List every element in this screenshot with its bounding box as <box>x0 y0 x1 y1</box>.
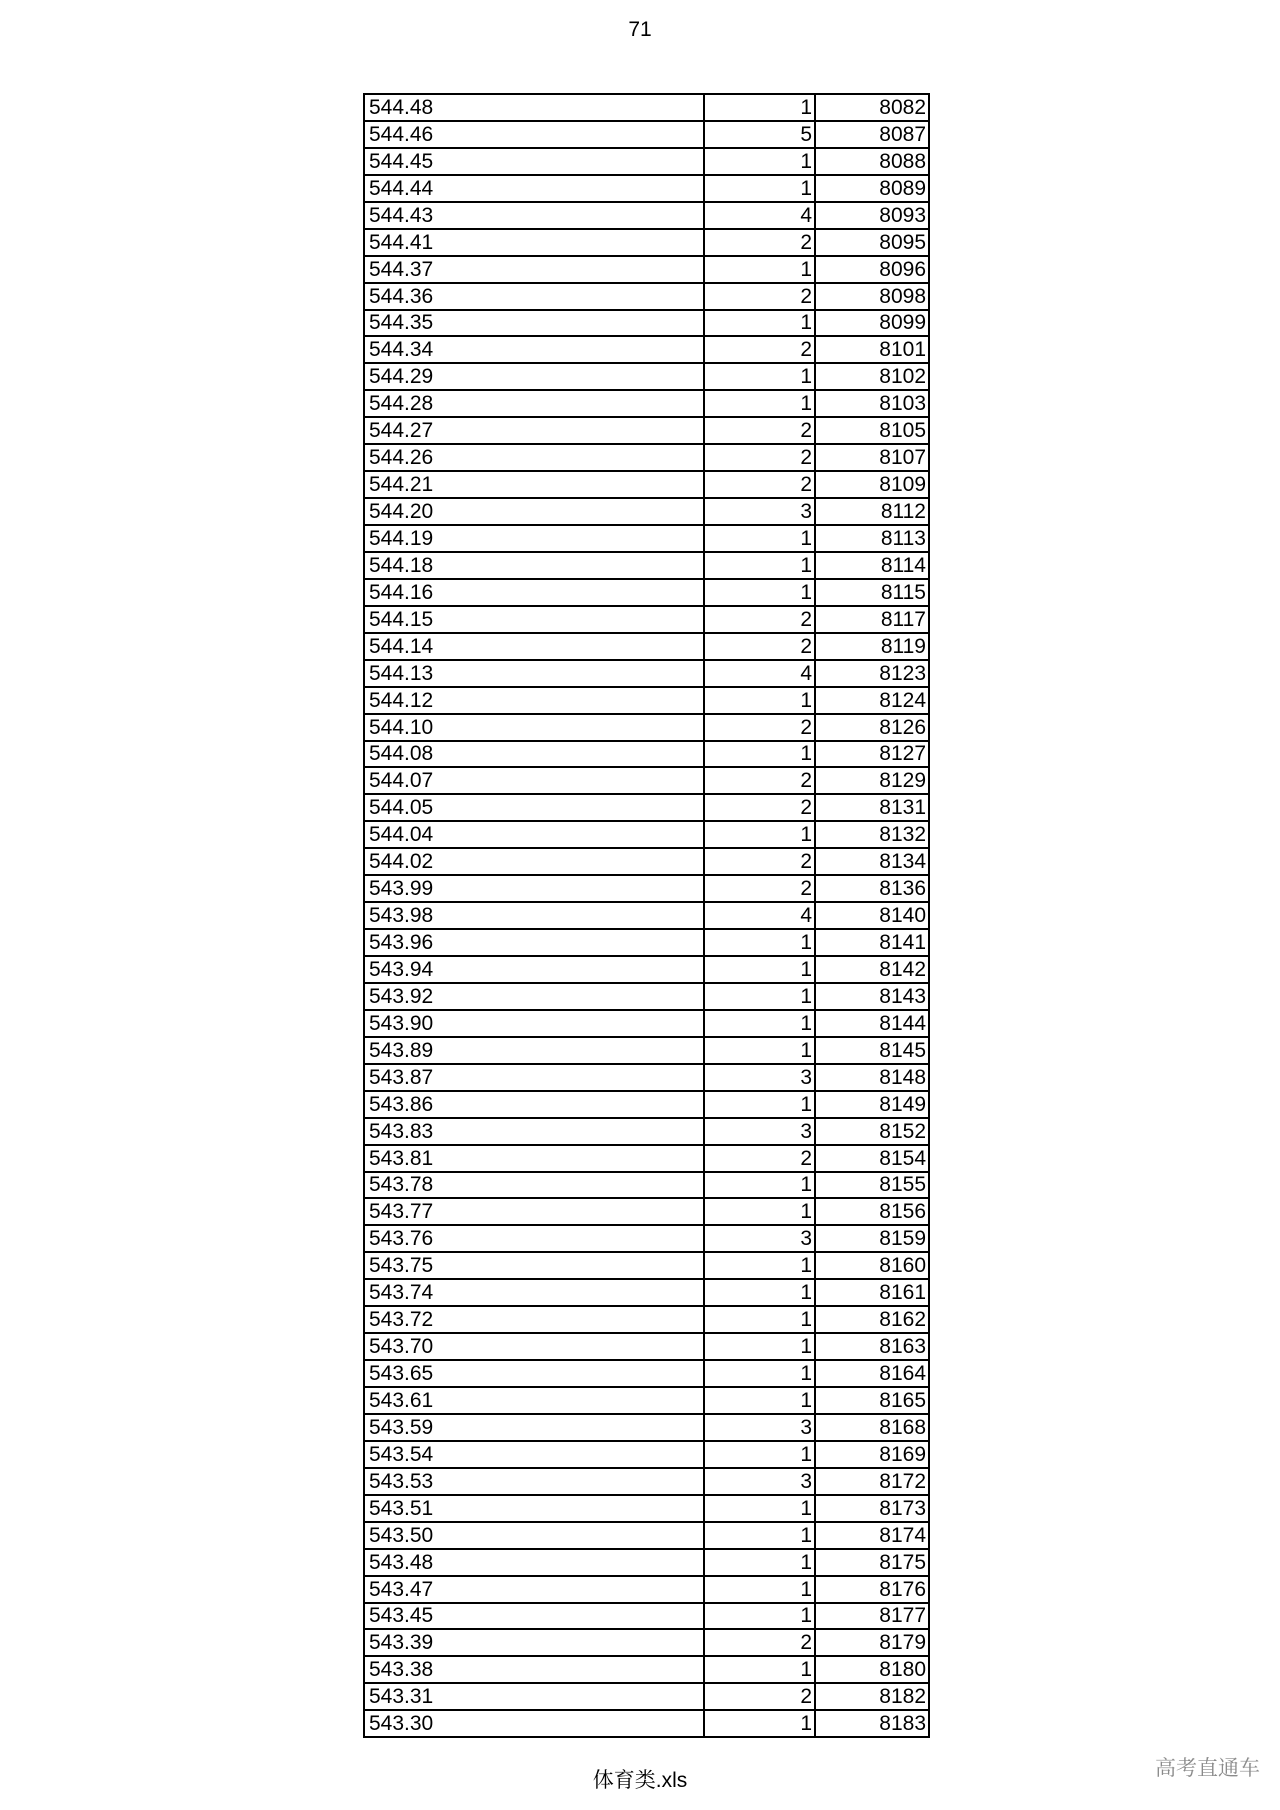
score-cell: 544.05 <box>364 794 704 821</box>
cumulative-cell: 8093 <box>815 202 929 229</box>
count-cell: 4 <box>704 202 815 229</box>
table-row <box>364 1279 929 1306</box>
page-number: 71 <box>628 18 652 41</box>
count-cell: 1 <box>704 94 815 121</box>
score-cell: 543.94 <box>364 956 704 983</box>
table-row <box>364 552 929 579</box>
count-cell: 2 <box>704 848 815 875</box>
score-cell: 543.65 <box>364 1360 704 1387</box>
table-row <box>364 902 929 929</box>
score-cell: 543.76 <box>364 1225 704 1252</box>
table-row <box>364 498 929 525</box>
cumulative-cell: 8145 <box>815 1037 929 1064</box>
count-cell: 2 <box>704 794 815 821</box>
table-row <box>364 525 929 552</box>
score-cell: 544.48 <box>364 94 704 121</box>
count-cell: 1 <box>704 1522 815 1549</box>
score-cell: 544.10 <box>364 714 704 741</box>
score-cell: 544.37 <box>364 256 704 283</box>
cumulative-cell: 8160 <box>815 1252 929 1279</box>
score-cell: 543.38 <box>364 1656 704 1683</box>
score-cell: 543.70 <box>364 1333 704 1360</box>
count-cell: 2 <box>704 875 815 902</box>
score-cell: 543.72 <box>364 1306 704 1333</box>
cumulative-cell: 8140 <box>815 902 929 929</box>
cumulative-cell: 8101 <box>815 336 929 363</box>
score-cell: 543.98 <box>364 902 704 929</box>
count-cell: 1 <box>704 1495 815 1522</box>
count-cell: 1 <box>704 1603 815 1630</box>
table-row <box>364 1091 929 1118</box>
cumulative-cell: 8088 <box>815 148 929 175</box>
score-cell: 543.48 <box>364 1549 704 1576</box>
score-cell: 544.29 <box>364 363 704 390</box>
table-row <box>364 1468 929 1495</box>
count-cell: 3 <box>704 498 815 525</box>
score-cell: 543.99 <box>364 875 704 902</box>
score-cell: 544.02 <box>364 848 704 875</box>
score-cell: 544.12 <box>364 687 704 714</box>
score-cell: 543.45 <box>364 1603 704 1630</box>
table-row <box>364 1360 929 1387</box>
cumulative-cell: 8089 <box>815 175 929 202</box>
table-row <box>364 283 929 310</box>
count-cell: 2 <box>704 1145 815 1172</box>
count-cell: 5 <box>704 121 815 148</box>
footer-filename: 体育类.xls <box>592 1769 688 1792</box>
table-row <box>364 929 929 956</box>
cumulative-cell: 8105 <box>815 417 929 444</box>
watermark: 高考直通车 <box>1155 1757 1260 1780</box>
table-row <box>364 121 929 148</box>
table-row <box>364 1306 929 1333</box>
score-cell: 544.19 <box>364 525 704 552</box>
table-row <box>364 1656 929 1683</box>
cumulative-cell: 8164 <box>815 1360 929 1387</box>
score-cell: 543.47 <box>364 1576 704 1603</box>
table-row <box>364 660 929 687</box>
score-cell: 544.36 <box>364 283 704 310</box>
score-cell: 544.15 <box>364 606 704 633</box>
count-cell: 2 <box>704 1629 815 1656</box>
count-cell: 3 <box>704 1225 815 1252</box>
table-row <box>364 606 929 633</box>
score-cell: 543.74 <box>364 1279 704 1306</box>
count-cell: 2 <box>704 229 815 256</box>
table-row <box>364 875 929 902</box>
table-row <box>364 1576 929 1603</box>
table-row <box>364 256 929 283</box>
cumulative-cell: 8165 <box>815 1387 929 1414</box>
cumulative-cell: 8155 <box>815 1172 929 1199</box>
score-cell: 544.16 <box>364 579 704 606</box>
table-row <box>364 363 929 390</box>
score-cell: 544.28 <box>364 390 704 417</box>
table-row <box>364 390 929 417</box>
table-row <box>364 1010 929 1037</box>
score-cell: 543.81 <box>364 1145 704 1172</box>
score-cell: 544.08 <box>364 741 704 768</box>
cumulative-cell: 8113 <box>815 525 929 552</box>
count-cell: 1 <box>704 525 815 552</box>
count-cell: 2 <box>704 633 815 660</box>
cumulative-cell: 8119 <box>815 633 929 660</box>
cumulative-cell: 8123 <box>815 660 929 687</box>
count-cell: 4 <box>704 902 815 929</box>
table-row <box>364 336 929 363</box>
cumulative-cell: 8163 <box>815 1333 929 1360</box>
count-cell: 1 <box>704 956 815 983</box>
count-cell: 1 <box>704 390 815 417</box>
score-cell: 543.61 <box>364 1387 704 1414</box>
count-cell: 2 <box>704 471 815 498</box>
cumulative-cell: 8134 <box>815 848 929 875</box>
cumulative-cell: 8126 <box>815 714 929 741</box>
score-cell: 543.51 <box>364 1495 704 1522</box>
table-row <box>364 1118 929 1145</box>
table-row <box>364 714 929 741</box>
table-row <box>364 633 929 660</box>
score-cell: 543.75 <box>364 1252 704 1279</box>
score-cell: 543.90 <box>364 1010 704 1037</box>
cumulative-cell: 8161 <box>815 1279 929 1306</box>
cumulative-cell: 8095 <box>815 229 929 256</box>
cumulative-cell: 8112 <box>815 498 929 525</box>
score-cell: 544.34 <box>364 336 704 363</box>
score-table-body <box>364 94 929 1737</box>
table-row <box>364 956 929 983</box>
score-cell: 544.14 <box>364 633 704 660</box>
count-cell: 1 <box>704 552 815 579</box>
table-row <box>364 94 929 121</box>
cumulative-cell: 8096 <box>815 256 929 283</box>
count-cell: 1 <box>704 1441 815 1468</box>
count-cell: 1 <box>704 256 815 283</box>
cumulative-cell: 8152 <box>815 1118 929 1145</box>
count-cell: 3 <box>704 1064 815 1091</box>
cumulative-cell: 8099 <box>815 310 929 337</box>
count-cell: 1 <box>704 175 815 202</box>
count-cell: 2 <box>704 336 815 363</box>
table-row <box>364 1441 929 1468</box>
cumulative-cell: 8176 <box>815 1576 929 1603</box>
count-cell: 2 <box>704 283 815 310</box>
score-cell: 544.20 <box>364 498 704 525</box>
count-cell: 1 <box>704 1333 815 1360</box>
table-row <box>364 1710 929 1737</box>
cumulative-cell: 8102 <box>815 363 929 390</box>
score-cell: 543.83 <box>364 1118 704 1145</box>
score-cell: 543.96 <box>364 929 704 956</box>
score-cell: 544.07 <box>364 767 704 794</box>
cumulative-cell: 8103 <box>815 390 929 417</box>
cumulative-cell: 8174 <box>815 1522 929 1549</box>
score-cell: 543.89 <box>364 1037 704 1064</box>
cumulative-cell: 8143 <box>815 983 929 1010</box>
cumulative-cell: 8142 <box>815 956 929 983</box>
table-row <box>364 148 929 175</box>
count-cell: 1 <box>704 1091 815 1118</box>
cumulative-cell: 8129 <box>815 767 929 794</box>
count-cell: 1 <box>704 1549 815 1576</box>
cumulative-cell: 8168 <box>815 1414 929 1441</box>
score-table <box>363 93 930 1738</box>
count-cell: 2 <box>704 417 815 444</box>
count-cell: 4 <box>704 660 815 687</box>
cumulative-cell: 8182 <box>815 1683 929 1710</box>
cumulative-cell: 8156 <box>815 1198 929 1225</box>
cumulative-cell: 8183 <box>815 1710 929 1737</box>
cumulative-cell: 8087 <box>815 121 929 148</box>
cumulative-cell: 8175 <box>815 1549 929 1576</box>
score-cell: 543.50 <box>364 1522 704 1549</box>
count-cell: 1 <box>704 1387 815 1414</box>
cumulative-cell: 8098 <box>815 283 929 310</box>
score-cell: 544.26 <box>364 444 704 471</box>
table-row <box>364 229 929 256</box>
score-cell: 544.35 <box>364 310 704 337</box>
count-cell: 1 <box>704 741 815 768</box>
table-row <box>364 687 929 714</box>
score-cell: 543.31 <box>364 1683 704 1710</box>
cumulative-cell: 8109 <box>815 471 929 498</box>
score-cell: 543.87 <box>364 1064 704 1091</box>
table-row <box>364 471 929 498</box>
cumulative-cell: 8169 <box>815 1441 929 1468</box>
cumulative-cell: 8117 <box>815 606 929 633</box>
score-cell: 543.78 <box>364 1172 704 1199</box>
cumulative-cell: 8131 <box>815 794 929 821</box>
count-cell: 1 <box>704 1306 815 1333</box>
cumulative-cell: 8154 <box>815 1145 929 1172</box>
table-row <box>364 1683 929 1710</box>
table-row <box>364 821 929 848</box>
count-cell: 1 <box>704 363 815 390</box>
table-row <box>364 175 929 202</box>
cumulative-cell: 8173 <box>815 1495 929 1522</box>
table-row <box>364 1522 929 1549</box>
count-cell: 1 <box>704 983 815 1010</box>
cumulative-cell: 8082 <box>815 94 929 121</box>
table-row <box>364 848 929 875</box>
count-cell: 1 <box>704 1710 815 1737</box>
table-row <box>364 794 929 821</box>
count-cell: 1 <box>704 1172 815 1199</box>
count-cell: 1 <box>704 579 815 606</box>
count-cell: 1 <box>704 687 815 714</box>
table-row <box>364 1064 929 1091</box>
cumulative-cell: 8124 <box>815 687 929 714</box>
count-cell: 1 <box>704 1279 815 1306</box>
count-cell: 1 <box>704 148 815 175</box>
count-cell: 3 <box>704 1468 815 1495</box>
table-row <box>364 1198 929 1225</box>
count-cell: 2 <box>704 606 815 633</box>
cumulative-cell: 8162 <box>815 1306 929 1333</box>
score-cell: 543.54 <box>364 1441 704 1468</box>
cumulative-cell: 8132 <box>815 821 929 848</box>
score-cell: 544.43 <box>364 202 704 229</box>
count-cell: 2 <box>704 444 815 471</box>
count-cell: 3 <box>704 1414 815 1441</box>
table-row <box>364 1145 929 1172</box>
table-row <box>364 1037 929 1064</box>
count-cell: 3 <box>704 1118 815 1145</box>
table-row <box>364 983 929 1010</box>
table-row <box>364 1629 929 1656</box>
cumulative-cell: 8159 <box>815 1225 929 1252</box>
table-row <box>364 741 929 768</box>
table-row <box>364 1549 929 1576</box>
table-row <box>364 417 929 444</box>
cumulative-cell: 8115 <box>815 579 929 606</box>
count-cell: 1 <box>704 1010 815 1037</box>
cumulative-cell: 8177 <box>815 1603 929 1630</box>
score-cell: 544.41 <box>364 229 704 256</box>
score-cell: 543.59 <box>364 1414 704 1441</box>
score-cell: 544.44 <box>364 175 704 202</box>
cumulative-cell: 8107 <box>815 444 929 471</box>
count-cell: 2 <box>704 1683 815 1710</box>
score-cell: 543.77 <box>364 1198 704 1225</box>
score-cell: 544.18 <box>364 552 704 579</box>
table-row <box>364 1172 929 1199</box>
count-cell: 2 <box>704 767 815 794</box>
cumulative-cell: 8127 <box>815 741 929 768</box>
count-cell: 1 <box>704 1656 815 1683</box>
score-cell: 544.27 <box>364 417 704 444</box>
count-cell: 1 <box>704 1252 815 1279</box>
table-row <box>364 1252 929 1279</box>
score-cell: 544.46 <box>364 121 704 148</box>
score-cell: 543.53 <box>364 1468 704 1495</box>
count-cell: 2 <box>704 714 815 741</box>
score-cell: 543.92 <box>364 983 704 1010</box>
cumulative-cell: 8136 <box>815 875 929 902</box>
score-cell: 544.04 <box>364 821 704 848</box>
count-cell: 1 <box>704 1198 815 1225</box>
table-row <box>364 1495 929 1522</box>
table-row <box>364 1387 929 1414</box>
table-row <box>364 1414 929 1441</box>
score-cell: 543.30 <box>364 1710 704 1737</box>
score-cell: 544.21 <box>364 471 704 498</box>
cumulative-cell: 8180 <box>815 1656 929 1683</box>
table-row <box>364 444 929 471</box>
count-cell: 1 <box>704 1037 815 1064</box>
cumulative-cell: 8141 <box>815 929 929 956</box>
cumulative-cell: 8114 <box>815 552 929 579</box>
cumulative-cell: 8172 <box>815 1468 929 1495</box>
table-row <box>364 579 929 606</box>
count-cell: 1 <box>704 929 815 956</box>
table-row <box>364 1603 929 1630</box>
count-cell: 1 <box>704 821 815 848</box>
table-row <box>364 202 929 229</box>
table-row <box>364 1225 929 1252</box>
score-cell: 543.39 <box>364 1629 704 1656</box>
count-cell: 1 <box>704 1576 815 1603</box>
count-cell: 1 <box>704 1360 815 1387</box>
cumulative-cell: 8148 <box>815 1064 929 1091</box>
score-cell: 543.86 <box>364 1091 704 1118</box>
table-row <box>364 1333 929 1360</box>
cumulative-cell: 8179 <box>815 1629 929 1656</box>
score-cell: 544.45 <box>364 148 704 175</box>
table-row <box>364 767 929 794</box>
cumulative-cell: 8149 <box>815 1091 929 1118</box>
score-cell: 544.13 <box>364 660 704 687</box>
table-row <box>364 310 929 337</box>
count-cell: 1 <box>704 310 815 337</box>
cumulative-cell: 8144 <box>815 1010 929 1037</box>
